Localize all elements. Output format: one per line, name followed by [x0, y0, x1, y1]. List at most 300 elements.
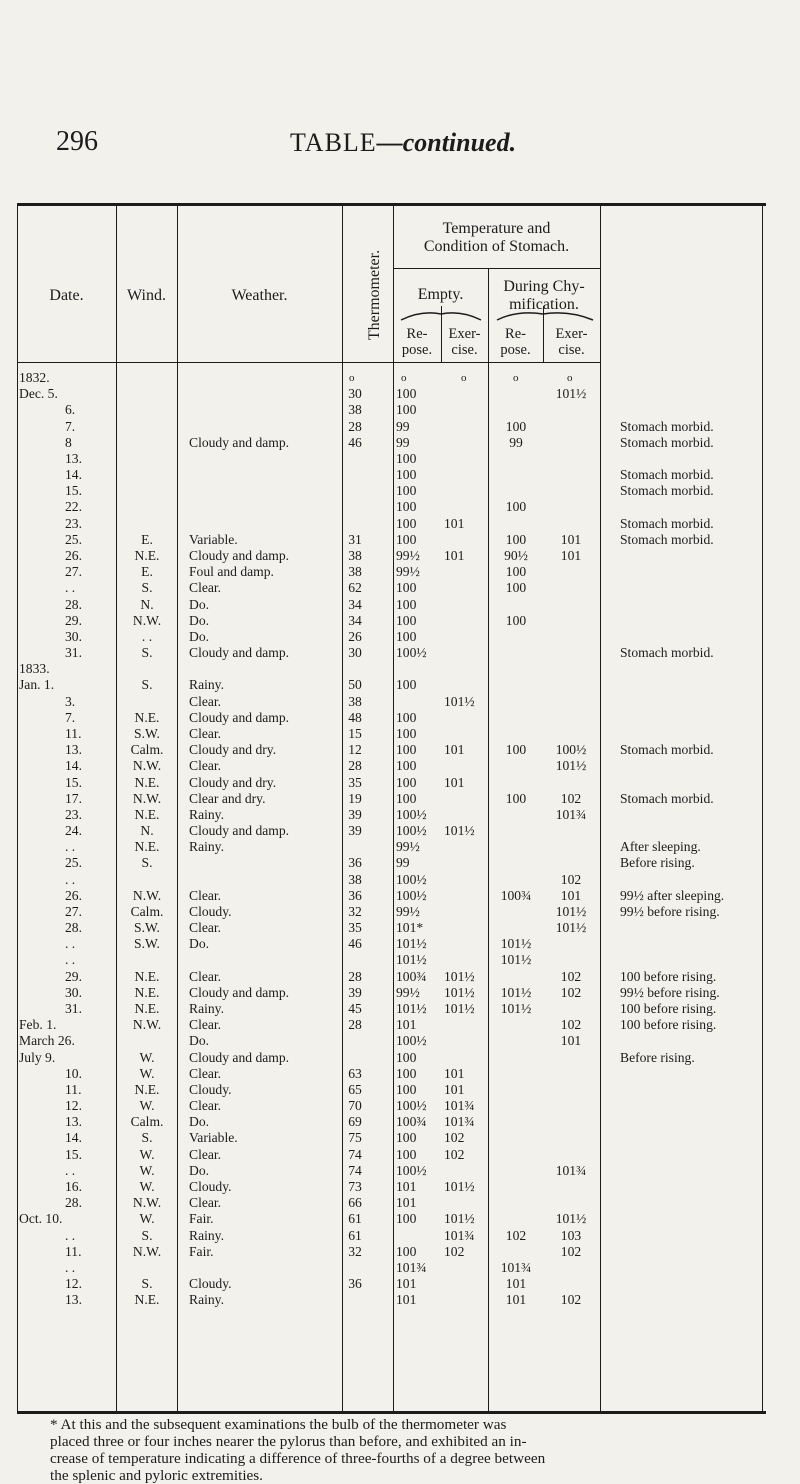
header-exercise-during: [543, 326, 600, 358]
table-row: [17, 597, 766, 613]
row-date: 7.: [65, 418, 76, 434]
row-empty-repose: 100¾: [396, 1114, 427, 1130]
table-row: [17, 661, 766, 677]
row-thermometer: 34: [348, 612, 362, 628]
row-empty-repose: 100: [396, 612, 417, 628]
row-date: . .: [65, 871, 76, 887]
row-weather: Rainy.: [189, 839, 224, 855]
table-row: [17, 1130, 766, 1146]
row-during-exercise: 102: [560, 1243, 582, 1259]
row-wind: E.: [141, 564, 153, 580]
row-during-exercise: 101¾: [555, 806, 587, 822]
row-empty-repose: 100½: [396, 1162, 427, 1178]
row-empty-repose: 100: [396, 450, 417, 466]
row-empty-exercise: 101: [444, 515, 465, 531]
row-during-exercise: 101: [560, 887, 582, 903]
row-weather: Fair.: [189, 1243, 214, 1259]
row-thermometer: 39: [348, 806, 362, 822]
row-remarks: 99½ before rising.: [620, 984, 720, 1000]
row-weather: Foul and damp.: [189, 564, 274, 580]
row-wind: N.W.: [132, 612, 162, 628]
row-thermometer: 15: [348, 725, 362, 741]
table-row: [17, 613, 766, 629]
row-remarks: Stomach morbid.: [620, 790, 714, 806]
row-during-exercise: 101: [560, 547, 582, 563]
row-empty-repose: 101: [396, 1195, 417, 1211]
table-row: [17, 742, 766, 758]
row-date: 24.: [65, 823, 82, 839]
table-row: [17, 775, 766, 791]
row-empty-exercise: 101½: [444, 693, 475, 709]
row-wind: S.: [141, 855, 153, 871]
row-date: 27.: [65, 903, 82, 919]
row-thermometer: 50: [348, 677, 362, 693]
row-thermometer: 45: [348, 1001, 362, 1017]
row-date: 15.: [65, 1146, 82, 1162]
row-weather: Cloudy.: [189, 1179, 232, 1194]
repose-line1: Re-: [406, 326, 428, 342]
row-thermometer: 74: [348, 1162, 362, 1178]
row-wind: N.E.: [134, 1292, 160, 1308]
row-wind: N.W.: [132, 1195, 162, 1211]
row-empty-repose: 100: [396, 725, 417, 741]
row-during-exercise: 101: [560, 531, 582, 547]
row-weather: Cloudy.: [189, 903, 232, 919]
row-empty-exercise: 101: [444, 1065, 465, 1081]
row-wind: W.: [139, 1162, 155, 1178]
row-remarks: 100 before rising.: [620, 968, 717, 984]
row-date: 11.: [65, 1243, 82, 1259]
row-wind: W.: [139, 1098, 155, 1114]
row-date: . .: [65, 1259, 76, 1275]
row-during-repose: 102: [505, 1227, 527, 1243]
row-wind: N.E.: [134, 1081, 160, 1097]
row-date: 25.: [65, 855, 82, 871]
exercise-line2: cise.: [451, 342, 478, 358]
table-row: [17, 386, 766, 402]
row-empty-repose: 100: [396, 709, 417, 725]
row-date: 1832.: [19, 370, 50, 385]
row-weather: Cloudy and damp.: [189, 709, 290, 725]
row-during-repose: 100: [505, 790, 527, 806]
row-thermometer: 66: [348, 1195, 362, 1211]
row-thermometer: 28: [348, 968, 362, 984]
row-empty-repose: 100: [396, 774, 417, 790]
row-empty-exercise: 101: [444, 547, 465, 563]
row-empty-repose: 99: [396, 434, 410, 450]
row-wind: W.: [139, 1049, 155, 1065]
table-row: [17, 888, 766, 904]
table-row: [17, 872, 766, 888]
row-empty-repose: 101*: [396, 920, 424, 936]
row-date: 13.: [65, 742, 82, 758]
row-date: 14.: [65, 467, 82, 483]
row-thermometer: 36: [348, 1276, 362, 1292]
during-line2: mification.: [509, 296, 579, 313]
table-row: [17, 1001, 766, 1017]
table-row: [17, 726, 766, 742]
row-wind: N.E.: [134, 806, 160, 822]
row-weather: Clear.: [189, 968, 222, 984]
row-weather: Cloudy and damp.: [189, 547, 290, 563]
row-thermometer: 38: [348, 871, 362, 887]
row-empty-repose: 100½: [396, 1098, 427, 1114]
row-empty-repose: 100¾: [396, 968, 427, 984]
row-date: . .: [65, 1162, 76, 1178]
row-thermometer: 28: [348, 758, 362, 774]
row-during-exercise: 102: [560, 871, 582, 887]
row-weather: Cloudy.: [189, 1081, 232, 1097]
row-thermometer: 31: [348, 531, 362, 547]
header-repose-empty: [393, 326, 441, 358]
row-wind: S.: [141, 677, 153, 693]
table-row: [17, 855, 766, 871]
row-thermometer: 48: [348, 709, 362, 725]
table-row: [17, 645, 766, 661]
header-empty: Empty.: [417, 286, 464, 303]
row-date: 31.: [65, 1001, 82, 1017]
row-empty-repose: 100: [396, 758, 417, 774]
row-weather: Clear.: [189, 920, 222, 936]
row-date: July 9.: [19, 1049, 56, 1065]
row-date: Feb. 1.: [19, 1017, 57, 1033]
table-row: [17, 516, 766, 532]
header-rule: [393, 268, 600, 269]
table-row: [17, 451, 766, 467]
row-empty-exercise: 101¾: [444, 1114, 475, 1130]
row-empty-exercise: 101: [444, 1081, 465, 1097]
row-empty-repose: 100: [396, 1065, 417, 1081]
row-empty-exercise: 102: [444, 1130, 465, 1146]
row-empty-repose: 101½: [396, 936, 427, 952]
row-thermometer: 19: [348, 790, 362, 806]
row-date: 11.: [65, 1081, 82, 1097]
brace-during: [497, 313, 593, 320]
row-during-repose: 101½: [500, 1001, 532, 1017]
row-during-repose: 101¾: [500, 1259, 532, 1275]
row-empty-exercise: 101: [444, 742, 465, 758]
exercise-line1: Exer-: [555, 326, 588, 342]
row-empty-exercise: 102: [444, 1146, 465, 1162]
row-wind: N.W.: [132, 790, 162, 806]
row-weather: Rainy.: [189, 1292, 224, 1308]
row-wind: N.E.: [134, 547, 160, 563]
row-weather: Cloudy and damp.: [189, 434, 290, 450]
row-date: 26.: [65, 547, 82, 563]
row-empty-repose: 100: [396, 1049, 417, 1065]
temperature-line2: Condition of Stomach.: [423, 238, 570, 255]
row-weather: Cloudy and damp.: [189, 984, 290, 1000]
row-wind: N.W.: [132, 1243, 162, 1259]
row-during-exercise: 101: [560, 1033, 582, 1049]
row-date: 15.: [65, 483, 82, 499]
row-empty-repose: 100: [396, 596, 417, 612]
table-row: [17, 952, 766, 968]
row-wind: W.: [139, 1211, 155, 1227]
degree-mark: o: [461, 372, 467, 384]
row-thermometer: 36: [348, 855, 362, 871]
row-wind: S.W.: [134, 725, 160, 741]
row-weather: Clear.: [189, 580, 222, 596]
row-thermometer: 63: [348, 1065, 362, 1081]
row-wind: N.W.: [132, 758, 162, 774]
row-empty-exercise: 101½: [444, 1001, 475, 1017]
row-during-exercise: 102: [560, 1017, 582, 1033]
table-row: [17, 1292, 766, 1308]
row-thermometer: 35: [348, 774, 362, 790]
table-row: [17, 1179, 766, 1195]
row-date: 30.: [65, 984, 82, 1000]
row-thermometer: 38: [348, 693, 362, 709]
row-wind: W.: [139, 1065, 155, 1081]
row-weather: Clear.: [189, 1146, 222, 1162]
row-thermometer: 39: [348, 984, 362, 1000]
title-suffix: —continued.: [376, 128, 517, 157]
row-thermometer: 28: [348, 1017, 362, 1033]
table-row: [17, 629, 766, 645]
table-row: [17, 1066, 766, 1082]
footnote-line: the splenic and pyloric extremities.: [50, 1467, 263, 1484]
row-thermometer: 73: [348, 1179, 362, 1194]
row-date: 7.: [65, 709, 76, 725]
row-thermometer: 32: [348, 1243, 362, 1259]
row-during-repose: 101: [505, 1276, 527, 1292]
repose-line2: pose.: [401, 342, 433, 358]
row-thermometer: 28: [348, 418, 362, 434]
row-date: . .: [65, 839, 76, 855]
row-during-exercise: 102: [560, 1292, 582, 1308]
row-date: 13.: [65, 1114, 82, 1130]
row-date: 30.: [65, 628, 82, 644]
row-thermometer: 65: [348, 1081, 362, 1097]
row-date: 11.: [65, 725, 82, 741]
table-row: [17, 1050, 766, 1066]
row-date: . .: [65, 936, 76, 952]
table-row: [17, 823, 766, 839]
row-weather: Clear.: [189, 725, 222, 741]
row-during-repose: 101½: [500, 984, 532, 1000]
table-row: [17, 483, 766, 499]
row-during-exercise: 100½: [555, 742, 587, 758]
row-remarks: 99½ before rising.: [620, 903, 720, 919]
table-row: [17, 564, 766, 580]
table-row: [17, 1147, 766, 1163]
row-remarks: 100 before rising.: [620, 1001, 717, 1017]
row-during-exercise: 101½: [555, 386, 587, 402]
row-thermometer: 69: [348, 1114, 362, 1130]
row-empty-repose: 100: [396, 790, 417, 806]
row-date: 13.: [65, 1292, 82, 1308]
row-empty-repose: 101½: [396, 1001, 427, 1017]
thermometer-label: Thermometer.: [366, 249, 383, 341]
row-wind: Calm.: [130, 1114, 164, 1130]
row-empty-repose: 100: [396, 1130, 417, 1146]
row-weather: Rainy.: [189, 1227, 224, 1243]
row-empty-repose: 101: [396, 1292, 417, 1308]
row-date: 28.: [65, 920, 82, 936]
footnote-line: placed three or four inches nearer the pylorus than before, and exhibited an in-: [50, 1433, 527, 1450]
row-date: 15.: [65, 774, 82, 790]
row-date: . .: [65, 1227, 76, 1243]
row-date: 23.: [65, 806, 82, 822]
row-empty-repose: 99½: [396, 903, 420, 919]
degree-mark: o: [513, 372, 519, 384]
row-weather: Do.: [189, 596, 210, 612]
row-remarks: 99½ after sleeping.: [620, 887, 725, 903]
row-thermometer: 38: [348, 402, 362, 418]
row-thermometer: 75: [348, 1130, 362, 1146]
row-remarks: Stomach morbid.: [620, 645, 714, 661]
row-thermometer: 35: [348, 920, 362, 936]
table-row: [17, 807, 766, 823]
row-remarks: 100 before rising.: [620, 1017, 717, 1033]
page-title: [290, 128, 516, 158]
row-date: 12.: [65, 1276, 82, 1292]
row-date: 28.: [65, 1195, 82, 1211]
row-empty-exercise: 101¾: [444, 1098, 475, 1114]
row-weather: Variable.: [189, 1130, 238, 1146]
row-date: Oct. 10.: [19, 1211, 63, 1227]
row-weather: Do.: [189, 936, 210, 952]
row-empty-repose: 100: [396, 402, 417, 418]
row-during-exercise: 101½: [555, 1211, 587, 1227]
table-row: [17, 467, 766, 483]
row-during-repose: 101½: [500, 936, 532, 952]
row-during-repose: 100: [505, 742, 527, 758]
row-date: 14.: [65, 758, 82, 774]
row-empty-repose: 99½: [396, 984, 420, 1000]
row-wind: E.: [141, 531, 153, 547]
row-date: 10.: [65, 1065, 82, 1081]
table-row: [17, 402, 766, 418]
footnote-line: crease of temperature indicating a difference of three-fourths of a degree between: [50, 1450, 546, 1467]
row-date: 12.: [65, 1098, 82, 1114]
row-remarks: After sleeping.: [620, 839, 701, 855]
row-empty-repose: 99½: [396, 839, 420, 855]
row-date: 14.: [65, 1130, 82, 1146]
row-empty-repose: 99½: [396, 547, 420, 563]
row-wind: S.: [141, 580, 153, 596]
row-date: 27.: [65, 564, 82, 580]
table-row: [17, 758, 766, 774]
exercise-line2: cise.: [558, 342, 585, 358]
row-date: 6.: [65, 402, 76, 418]
row-thermometer: 38: [348, 564, 362, 580]
row-wind: Calm.: [130, 903, 164, 919]
table-row: [17, 1228, 766, 1244]
row-during-repose: 100: [505, 418, 527, 434]
row-empty-repose: 100: [396, 386, 417, 402]
row-empty-repose: 99: [396, 855, 410, 871]
row-wind: S.: [141, 645, 153, 661]
row-weather: Rainy.: [189, 806, 224, 822]
repose-line1: Re-: [505, 326, 526, 342]
table-row: [17, 1098, 766, 1114]
row-wind: N.E.: [134, 709, 160, 725]
row-wind: S.: [141, 1276, 153, 1292]
row-wind: W.: [139, 1179, 155, 1194]
row-during-exercise: 102: [560, 984, 582, 1000]
row-weather: Do.: [189, 1162, 210, 1178]
row-empty-repose: 100½: [396, 645, 427, 661]
row-thermometer: 46: [348, 434, 362, 450]
row-date: 3.: [65, 693, 76, 709]
row-weather: Do.: [189, 1114, 210, 1130]
row-weather: Clear.: [189, 887, 222, 903]
header-exercise-empty: [441, 326, 488, 358]
table-row: [17, 532, 766, 548]
row-remarks: Stomach morbid.: [620, 742, 714, 758]
row-during-exercise: 101½: [555, 920, 587, 936]
row-empty-exercise: 101: [444, 774, 465, 790]
row-weather: Clear and dry.: [189, 790, 266, 806]
table-row: [17, 435, 766, 451]
table-row: [17, 1033, 766, 1049]
row-weather: Do.: [189, 628, 210, 644]
table-row: [17, 969, 766, 985]
table-row: [17, 419, 766, 435]
row-weather: Clear.: [189, 1195, 222, 1211]
row-date: 8: [65, 434, 72, 450]
row-thermometer: 62: [348, 580, 362, 596]
row-date: 1833.: [19, 661, 50, 677]
table-row: [17, 1211, 766, 1227]
row-during-exercise: 101½: [555, 903, 587, 919]
row-wind: W.: [139, 1146, 155, 1162]
row-during-exercise: 103: [560, 1227, 582, 1243]
row-date: . .: [65, 580, 76, 596]
row-date: . .: [65, 952, 76, 968]
table-row: [17, 985, 766, 1001]
table-row: [17, 791, 766, 807]
row-weather: Clear.: [189, 1098, 222, 1114]
row-empty-repose: 100: [396, 1243, 417, 1259]
row-weather: Do.: [189, 1033, 210, 1049]
row-thermometer: 70: [348, 1098, 362, 1114]
row-remarks: Stomach morbid.: [620, 483, 714, 499]
row-thermometer: 30: [348, 386, 362, 402]
row-empty-repose: 100: [396, 515, 417, 531]
row-wind: Calm.: [130, 742, 164, 758]
row-date: Jan. 1.: [19, 677, 55, 693]
row-empty-repose: 101½: [396, 952, 427, 968]
row-during-repose: 100: [505, 612, 527, 628]
row-wind: N.: [140, 823, 154, 839]
header-date: Date.: [49, 287, 84, 304]
row-empty-repose: 100: [396, 742, 417, 758]
row-empty-repose: 101¾: [396, 1259, 427, 1275]
row-wind: N.E.: [134, 1001, 160, 1017]
row-remarks: Stomach morbid.: [620, 434, 714, 450]
row-date: 29.: [65, 968, 82, 984]
row-during-repose: 100: [505, 580, 527, 596]
row-empty-repose: 100: [396, 1146, 417, 1162]
table-row: [17, 677, 766, 693]
row-date: 23.: [65, 515, 82, 531]
row-wind: N.W.: [132, 887, 162, 903]
table-row: [17, 1163, 766, 1179]
row-empty-exercise: 101½: [444, 1179, 475, 1194]
row-wind: N.E.: [134, 839, 160, 855]
title-prefix: TABLE: [290, 128, 377, 157]
row-empty-repose: 100: [396, 499, 417, 515]
row-during-repose: 90½: [504, 547, 528, 563]
row-empty-repose: 101: [396, 1017, 417, 1033]
table-row: [17, 1082, 766, 1098]
row-remarks: Stomach morbid.: [620, 531, 714, 547]
row-weather: Rainy.: [189, 677, 224, 693]
row-empty-exercise: 101½: [444, 984, 475, 1000]
